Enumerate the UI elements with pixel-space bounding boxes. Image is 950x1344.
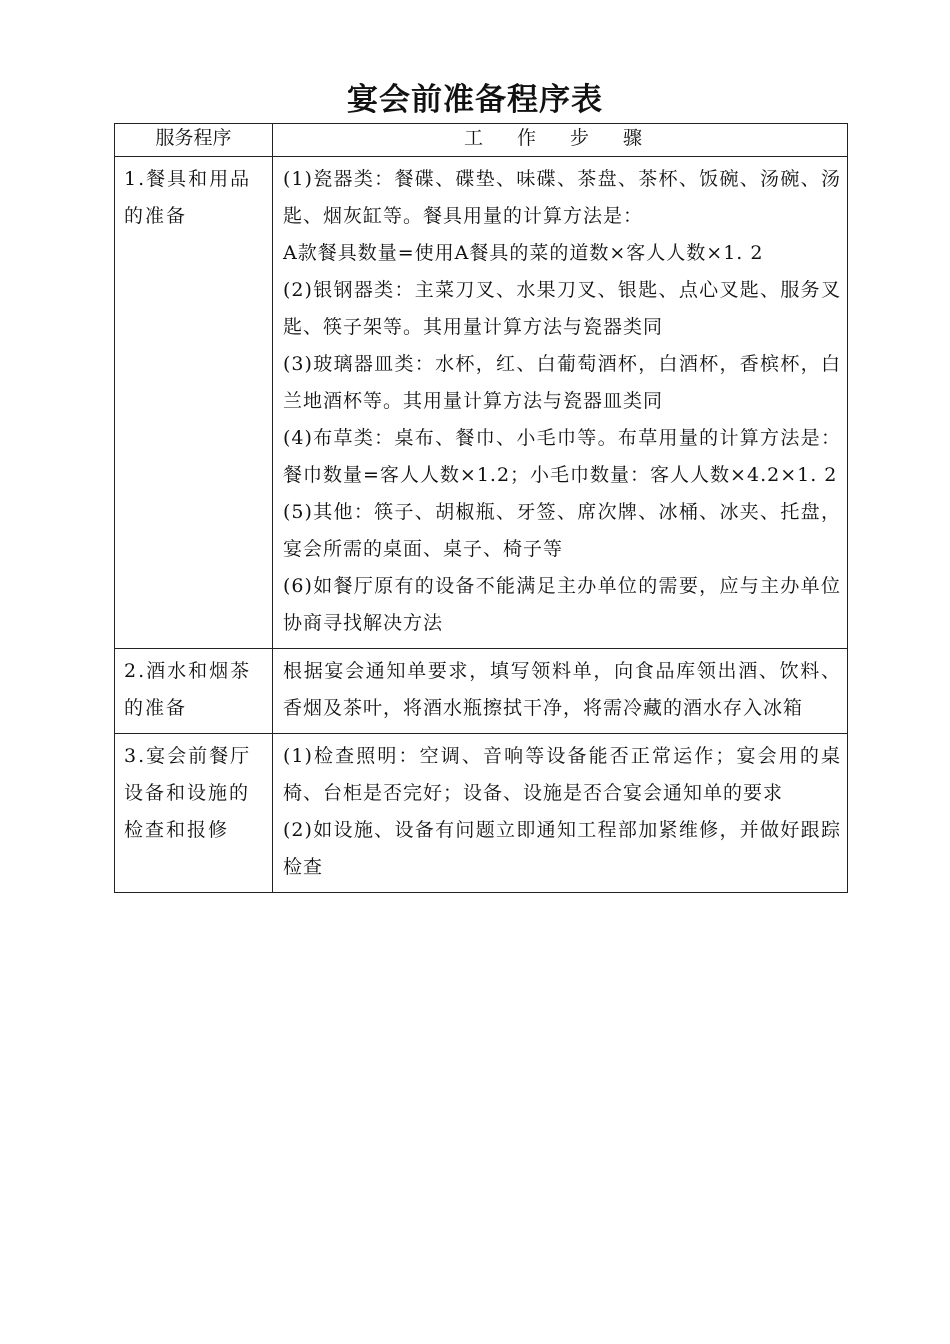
step-item: (1)检查照明：空调、音响等设备能否正常运作；宴会用的桌椅、台柜是否完好；设备、设施是否合宴会通知单的要求	[283, 745, 841, 804]
step-item: A款餐具数量=使用A餐具的菜的道数×客人人数×1. 2	[283, 242, 764, 264]
page-title: 宴会前准备程序表	[347, 82, 603, 118]
step-item: (6)如餐厅原有的设备不能满足主办单位的需要，应与主办单位协商寻找解决方法	[283, 575, 841, 634]
table-row	[115, 157, 848, 649]
table-row	[115, 649, 848, 734]
steps-list	[273, 157, 847, 648]
steps-list	[273, 734, 847, 892]
steps-cell	[273, 649, 848, 734]
step-item: (2)银钢器类：主菜刀叉、水果刀叉、银匙、点心叉匙、服务叉匙、筷子架等。其用量计算方法与瓷器类同	[283, 279, 841, 338]
table-row	[115, 734, 848, 893]
procedure-name: 1.餐具和用品的准备	[124, 168, 252, 227]
procedure-table	[114, 123, 848, 893]
steps-cell	[273, 734, 848, 893]
step-item: (1)瓷器类：餐碟、碟垫、味碟、茶盘、茶杯、饭碗、汤碗、汤匙、烟灰缸等。餐具用量的计算方法是：	[283, 168, 841, 227]
steps-cell	[273, 157, 848, 649]
step-item: (5)其他：筷子、胡椒瓶、牙签、席次牌、冰桶、冰夹、托盘，宴会所需的桌面、桌子、椅子等	[283, 501, 841, 560]
procedure-name: 3.宴会前餐厅设备和设施的检查和报修	[124, 745, 252, 841]
procedure-cell	[115, 157, 273, 649]
procedure-name: 2.酒水和烟茶的准备	[124, 660, 252, 719]
procedure-cell	[115, 734, 273, 893]
procedure-cell	[115, 649, 273, 734]
header-steps: 工 作 步 骤	[273, 124, 848, 157]
step-item: (4)布草类：桌布、餐巾、小毛巾等。布草用量的计算方法是：餐巾数量=客人人数×1.2；小毛巾数量：客人人数×4.2×1. 2	[283, 427, 841, 486]
table-header-row	[115, 124, 848, 157]
steps-list	[273, 649, 847, 733]
step-item: 根据宴会通知单要求，填写领料单，向食品库领出酒、饮料、香烟及茶叶，将酒水瓶擦拭干净，将需冷藏的酒水存入冰箱	[283, 660, 841, 719]
step-item: (3)玻璃器皿类：水杯，红、白葡萄酒杯，白酒杯，香槟杯，白兰地酒杯等。其用量计算方法与瓷器皿类同	[283, 353, 841, 412]
step-item: (2)如设施、设备有问题立即通知工程部加紧维修，并做好跟踪检查	[283, 819, 841, 878]
header-procedure: 服务程序	[115, 124, 273, 157]
